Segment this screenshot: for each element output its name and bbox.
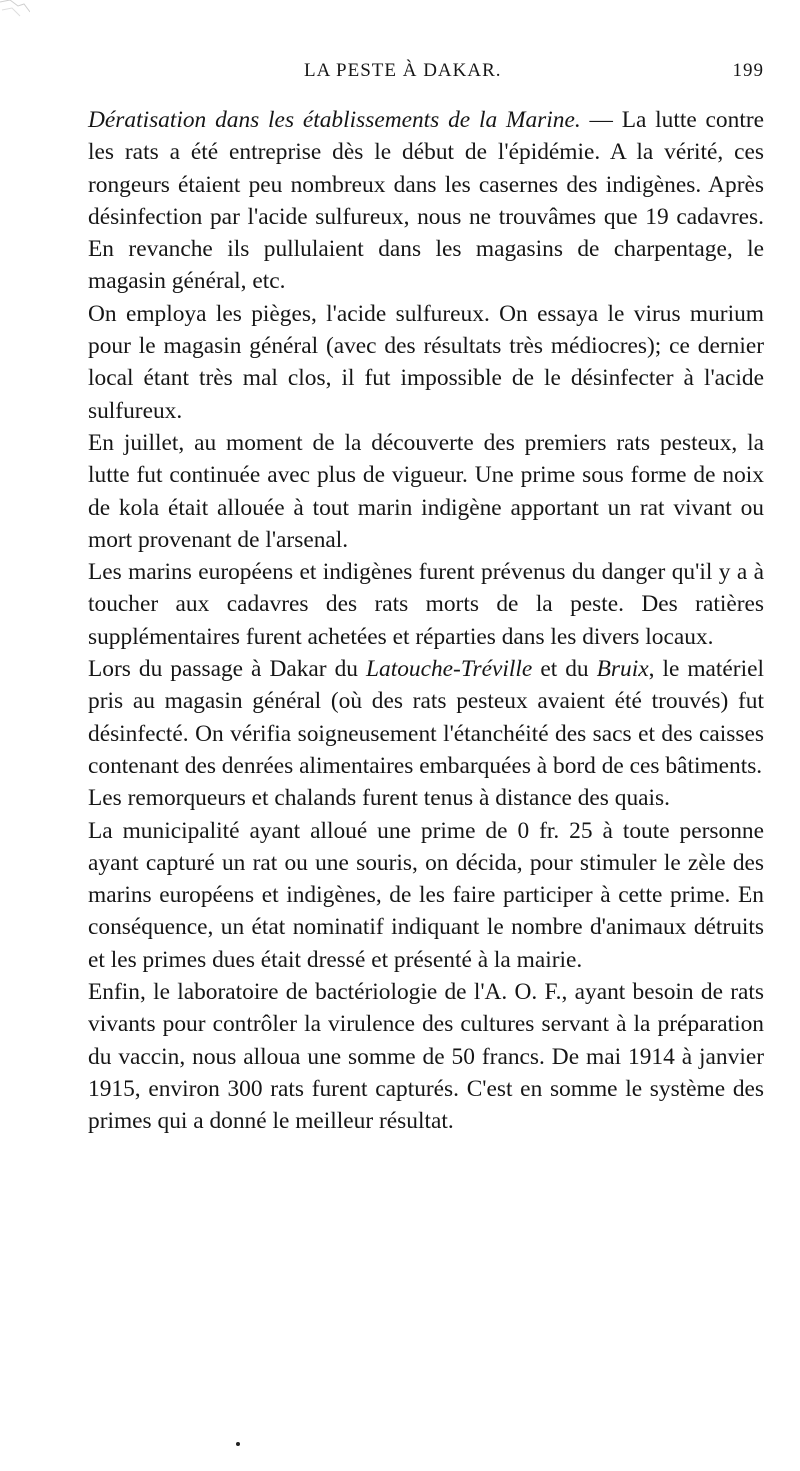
paragraph: En juillet, au moment de la découverte des premiers rats pesteux, la lutte fut continuée avec plus de vigueur. Une prime sous forme de noix de kola était allouée à tout marin indigène apportant un rat vivant ou mort provenant de l'arsenal.	[88, 429, 764, 553]
paragraph-text: , le matériel pris au magasin général (où des rats pesteux avaient été trouvés) fut désinfecté. On vérifia soigneusement l'étanchéité des sacs et des caisses contenant des denrées alimentaires embarquées à bord de ces bâtiments.	[88, 656, 764, 779]
paragraph-text: et du	[532, 656, 597, 683]
paragraph: Les marins européens et indigènes furent prévenus du danger qu'il y a à toucher aux cadavres des rats morts de la peste. Des ratières supplémentaires furent achetées et réparties dans les divers locaux.	[88, 559, 764, 650]
paragraph: La municipalité ayant alloué une prime de 0 fr. 25 à toute personne ayant capturé un rat ou une souris, on décida, pour stimuler le zèle des marins européens et indigènes, de les faire participer à cette prime. En conséquence, un état nominatif indiquant le nombre d'animaux détruits et les primes dues était dressé et présenté à la mairie.	[88, 817, 764, 973]
paragraph: Les remorqueurs et chalands furent tenus à distance des quais.	[88, 785, 670, 812]
scan-dot	[236, 1442, 240, 1446]
scan-corner-mark	[0, 0, 30, 22]
ship-name: Latouche-Tréville	[366, 656, 533, 683]
paragraph	[88, 653, 764, 782]
paragraph: On employa les pièges, l'acide sulfureux. On essaya le virus murium pour le magasin général (avec des résultats très médiocres); ce dernier local étant très mal clos, il fut impossible de le désinfecter à l'acide sulfureux.	[88, 300, 764, 424]
page-number: 199	[732, 60, 764, 81]
section-heading: Dératisation dans les établissements de la Marine.	[88, 107, 581, 133]
paragraph: Enfin, le laboratoire de bactériologie de l'A. O. F., ayant besoin de rats vivants pour contrôler la virulence des cultures servant à la préparation du vaccin, nous alloua une somme de 50 francs. De mai 1914 à janvier 1915, environ 300 rats furent capturés. C'est en somme le système des primes qui a donné le meilleur résultat.	[88, 979, 764, 1135]
running-title: LA PESTE À DAKAR.	[304, 60, 502, 81]
ship-name: Bruix	[596, 656, 649, 683]
paragraph	[88, 104, 764, 298]
paragraph-text: Lors du passage à Dakar du	[88, 656, 366, 683]
paragraph-text: — La lutte contre les rats a été entreprise dès le début de l'épidémie. A la vérité, ces rongeurs étaient peu nombreux dans les casernes des indigènes. Après désinfection par l'acide sulfureux, nous ne trouvâmes que 19 cadavres. En revanche ils pullulaient dans les magasins de charpentage, le magasin général, etc.	[88, 107, 764, 295]
body-text	[88, 104, 764, 1138]
page-header	[88, 60, 768, 90]
